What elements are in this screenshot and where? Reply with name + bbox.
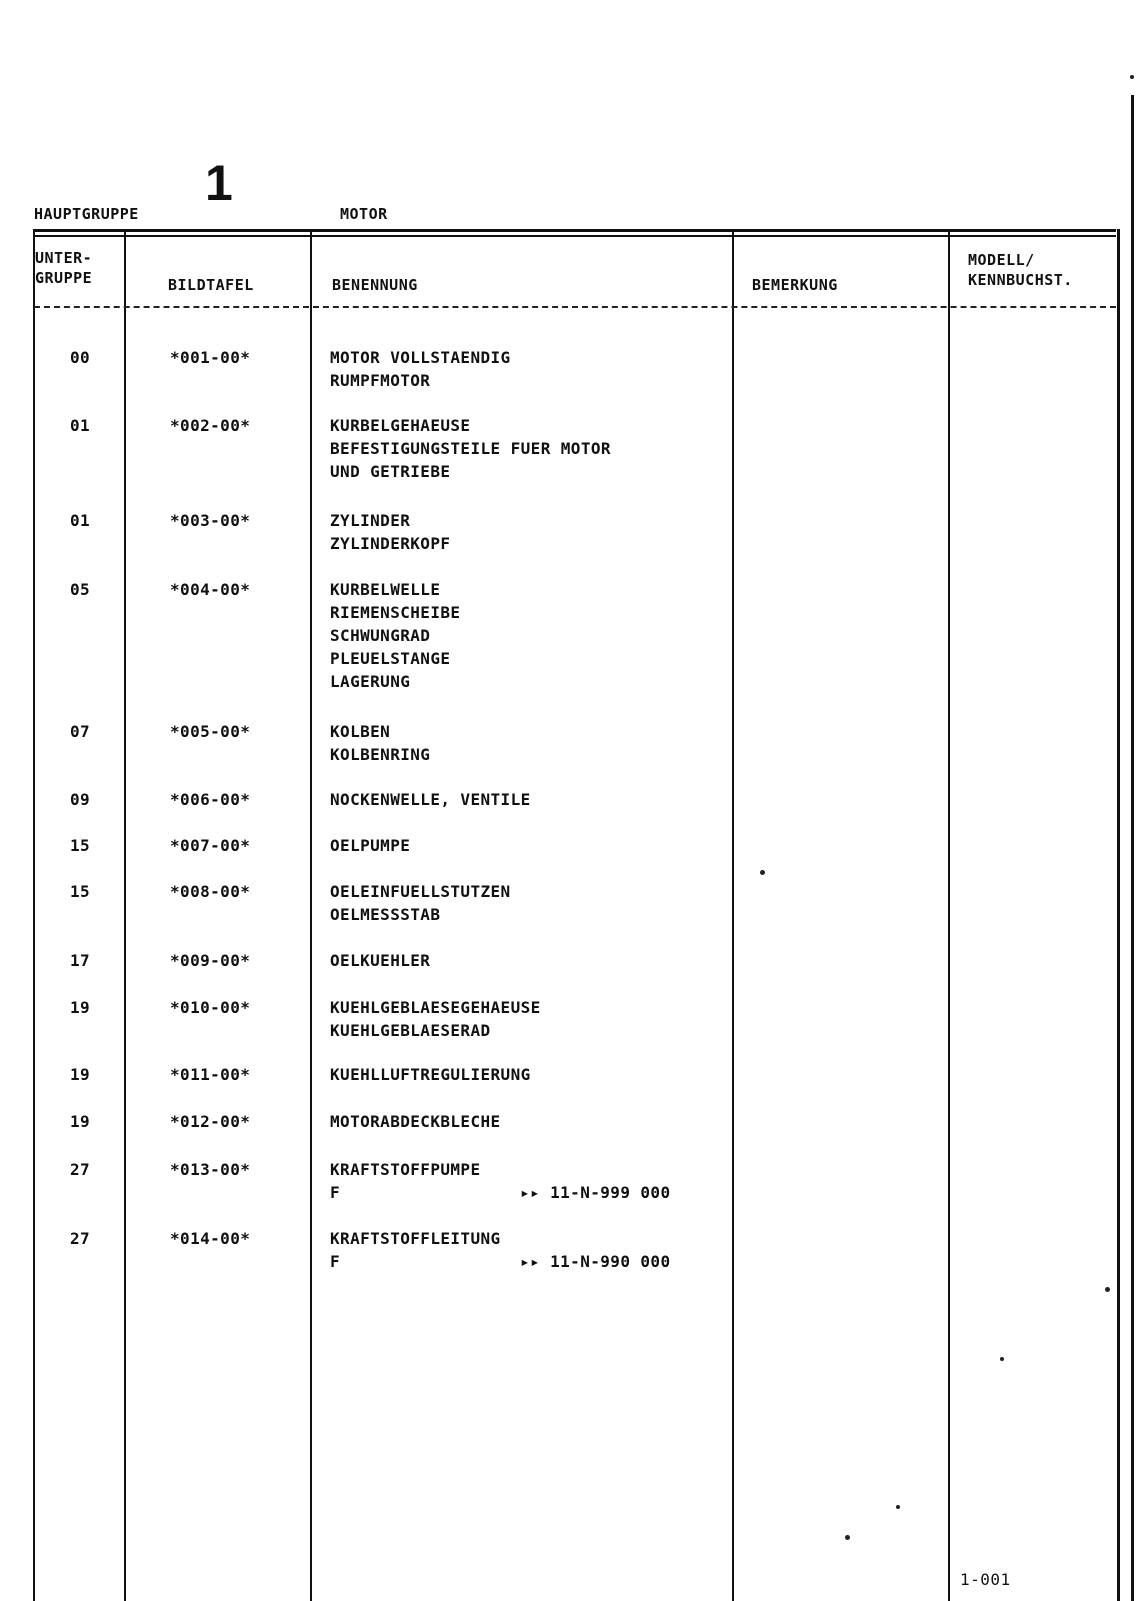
main-group-title: MOTOR (340, 205, 388, 223)
main-group-number: 1 (205, 155, 233, 211)
scan-speck (845, 1535, 850, 1540)
row-benennung-line: KUEHLGEBLAESEGEHAEUSE (330, 998, 541, 1017)
header-dashed-rule (34, 306, 1116, 308)
row-untergruppe: 15 (70, 882, 91, 901)
row-benennung-line: KUEHLGEBLAESERAD (330, 1021, 491, 1040)
row-bildtafel[interactable]: *002-00* (170, 416, 251, 435)
page-border (1131, 95, 1134, 1601)
row-benennung-line: KUEHLLUFTREGULIERUNG (330, 1065, 531, 1084)
row-untergruppe: 00 (70, 348, 91, 367)
row-untergruppe: 05 (70, 580, 91, 599)
column-divider (124, 229, 126, 1601)
row-bildtafel[interactable]: *003-00* (170, 511, 251, 530)
row-benennung-line: LAGERUNG (330, 672, 411, 691)
row-benennung-line: KOLBENRING (330, 745, 431, 764)
table-top-rule-inner (34, 235, 1116, 237)
row-benennung-line: PLEUELSTANGE (330, 649, 451, 668)
row-untergruppe: 27 (70, 1229, 91, 1248)
column-header-line: GRUPPE (35, 269, 93, 287)
column-divider (33, 229, 35, 1601)
column-header-line: KENNBUCHST. (968, 271, 1073, 289)
row-bildtafel[interactable]: *013-00* (170, 1160, 251, 1179)
row-benennung-line: OELMESSSTAB (330, 905, 441, 924)
row-chassis-range: ▸▸ 11-N-999 000 (520, 1183, 671, 1202)
row-benennung-line: MOTOR VOLLSTAENDIG (330, 348, 511, 367)
row-untergruppe: 19 (70, 1112, 91, 1131)
row-untergruppe: 15 (70, 836, 91, 855)
row-untergruppe: 07 (70, 722, 91, 741)
row-bildtafel[interactable]: *012-00* (170, 1112, 251, 1131)
row-benennung-line: RIEMENSCHEIBE (330, 603, 461, 622)
main-group-label: HAUPTGRUPPE (34, 205, 139, 223)
row-model-code: F (330, 1252, 341, 1271)
row-benennung-line: RUMPFMOTOR (330, 371, 431, 390)
column-header-modell (968, 250, 1073, 290)
row-benennung-line: SCHWUNGRAD (330, 626, 431, 645)
row-benennung-line: MOTORABDECKBLECHE (330, 1112, 501, 1131)
column-divider (1117, 229, 1120, 1601)
scan-speck (1105, 1287, 1110, 1292)
row-benennung-line: KRAFTSTOFFPUMPE (330, 1160, 481, 1179)
scan-speck (1130, 75, 1134, 79)
row-untergruppe: 27 (70, 1160, 91, 1179)
row-untergruppe: 19 (70, 1065, 91, 1084)
column-header-bemerkung: BEMERKUNG (752, 276, 838, 294)
row-bildtafel[interactable]: *011-00* (170, 1065, 251, 1084)
row-benennung-line: OELEINFUELLSTUTZEN (330, 882, 511, 901)
row-benennung-line: OELPUMPE (330, 836, 411, 855)
row-benennung-line: UND GETRIEBE (330, 462, 451, 481)
row-benennung-line: OELKUEHLER (330, 951, 431, 970)
row-bildtafel[interactable]: *007-00* (170, 836, 251, 855)
row-benennung-line: ZYLINDERKOPF (330, 534, 451, 553)
row-benennung-line: NOCKENWELLE, VENTILE (330, 790, 531, 809)
row-benennung-line: KURBELWELLE (330, 580, 441, 599)
row-benennung-line: ZYLINDER (330, 511, 411, 530)
row-untergruppe: 17 (70, 951, 91, 970)
row-benennung-line: BEFESTIGUNGSTEILE FUER MOTOR (330, 439, 611, 458)
column-header-line: UNTER- (35, 249, 93, 267)
row-untergruppe: 19 (70, 998, 91, 1017)
column-divider (310, 229, 312, 1601)
row-bildtafel[interactable]: *010-00* (170, 998, 251, 1017)
page-number: 1-001 (960, 1570, 1011, 1589)
row-validity-note (330, 1181, 671, 1204)
column-header-benennung: BENENNUNG (332, 276, 418, 294)
row-untergruppe: 01 (70, 511, 91, 530)
row-bildtafel[interactable]: *001-00* (170, 348, 251, 367)
row-chassis-range: ▸▸ 11-N-990 000 (520, 1252, 671, 1271)
row-bildtafel[interactable]: *005-00* (170, 722, 251, 741)
column-divider (948, 229, 950, 1601)
row-benennung-line: KOLBEN (330, 722, 391, 741)
table-top-rule (34, 229, 1116, 232)
scan-speck (1000, 1357, 1004, 1361)
row-bildtafel[interactable]: *009-00* (170, 951, 251, 970)
row-validity-note (330, 1250, 671, 1273)
row-untergruppe: 01 (70, 416, 91, 435)
row-bildtafel[interactable]: *008-00* (170, 882, 251, 901)
row-model-code: F (330, 1183, 341, 1202)
row-benennung-line: KURBELGEHAEUSE (330, 416, 471, 435)
row-untergruppe: 09 (70, 790, 91, 809)
column-header-line: MODELL/ (968, 251, 1035, 269)
scan-speck (760, 870, 765, 875)
column-header-untergruppe (35, 248, 92, 288)
row-bildtafel[interactable]: *006-00* (170, 790, 251, 809)
column-header-bildtafel: BILDTAFEL (168, 276, 254, 294)
scan-speck (896, 1505, 900, 1509)
row-benennung-line: KRAFTSTOFFLEITUNG (330, 1229, 501, 1248)
row-bildtafel[interactable]: *014-00* (170, 1229, 251, 1248)
row-bildtafel[interactable]: *004-00* (170, 580, 251, 599)
column-divider (732, 229, 734, 1601)
